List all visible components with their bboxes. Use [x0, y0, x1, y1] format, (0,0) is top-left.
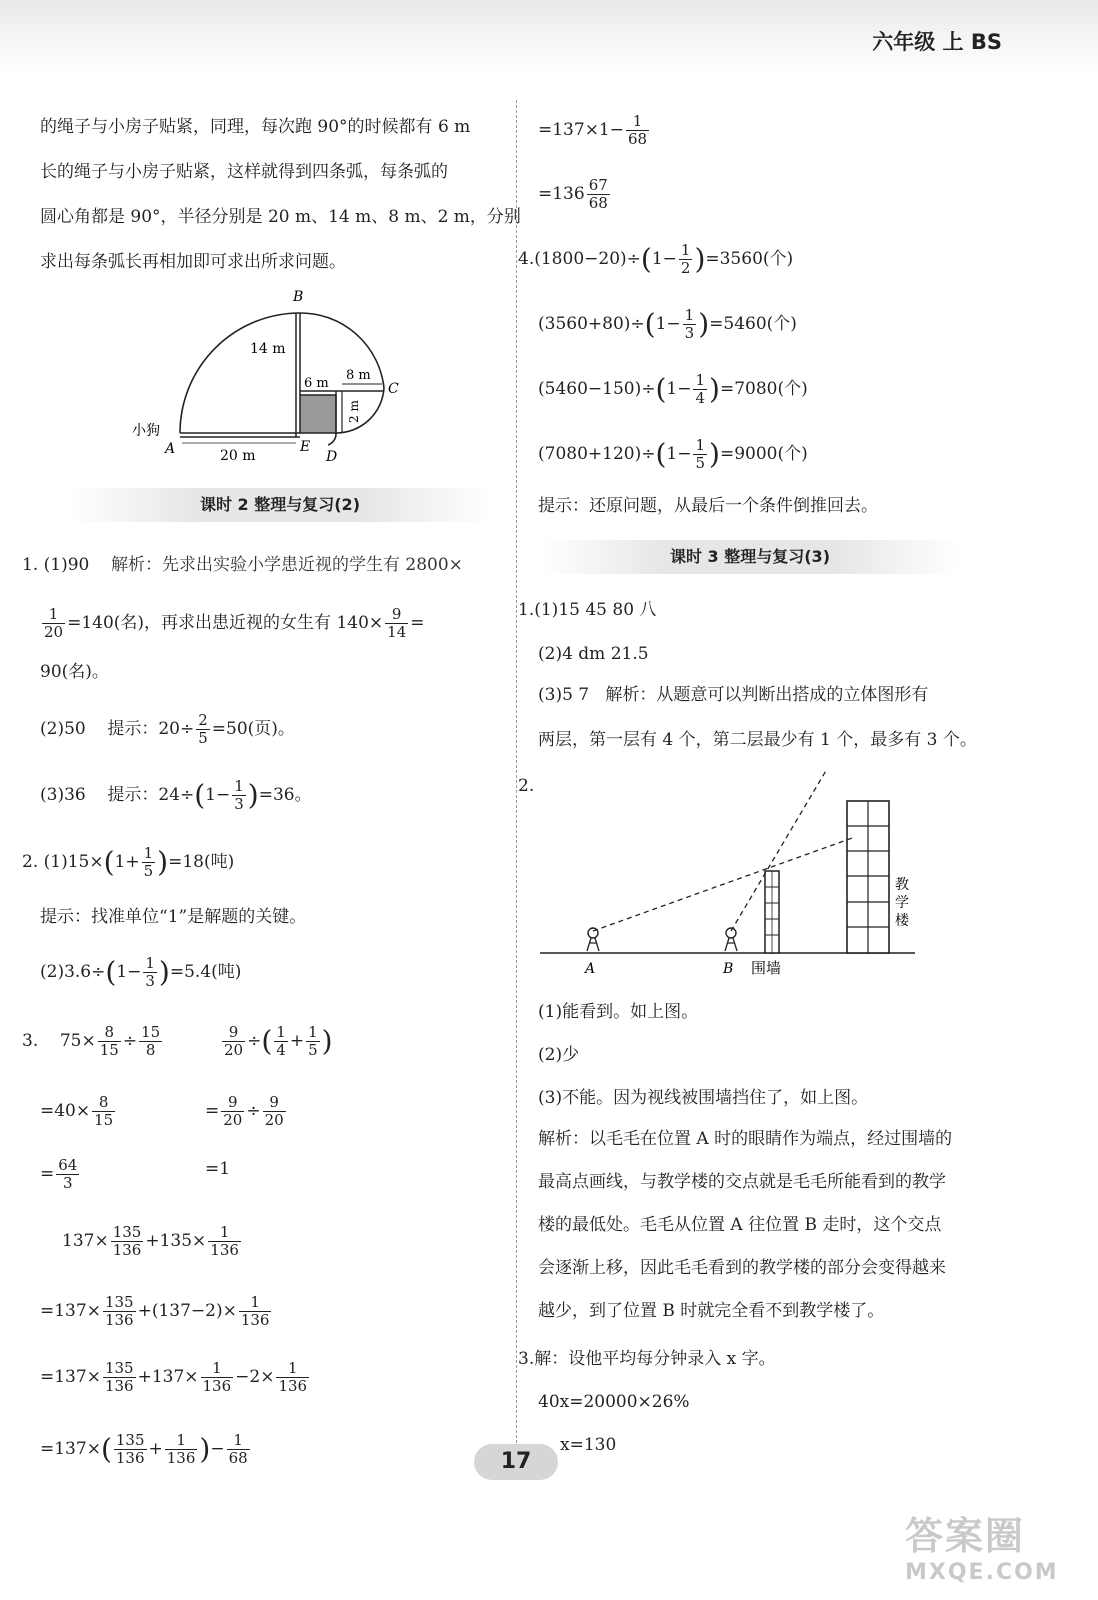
left-q3-line3-right: =1	[205, 1159, 231, 1179]
text: =140(名)，再求出患近视的女生有 140×	[67, 613, 384, 633]
q-number: 1.	[518, 600, 535, 620]
text: +135×	[145, 1231, 207, 1251]
label-building-3: 楼	[895, 913, 909, 929]
fraction: $\frac{1}{4}$	[695, 371, 706, 407]
right-q4-hint: 提示：还原问题，从最后一个条件倒推回去。	[538, 496, 878, 516]
left-q3-line2-left	[40, 1094, 117, 1129]
watermark	[905, 1505, 1085, 1585]
fraction: $\frac{135}{136}$	[104, 1359, 134, 1395]
text: (3560+80)÷	[538, 314, 645, 334]
text: =137×	[40, 1301, 101, 1321]
sight-line-A	[593, 837, 855, 931]
left-q3-m2	[40, 1294, 273, 1329]
text: (1800−20)÷	[534, 249, 641, 269]
text: =137×	[40, 1439, 101, 1459]
hint-text: 提示：20÷	[107, 719, 195, 739]
right-q2-exp-3: 楼的最低处。毛毛从位置 A 往位置 B 走时，这个交点	[538, 1215, 942, 1235]
fraction: $\frac{1}{5}$	[308, 1023, 318, 1059]
q-number: 1.	[22, 555, 39, 575]
fraction: $\frac{1}{5}$	[695, 436, 706, 472]
intro-line-2: 长的绳子与小房子贴紧，这样就得到四条弧，每条弧的	[40, 162, 448, 182]
fraction: $\frac{1}{3}$	[684, 306, 695, 342]
text: (1)15 45 80 八	[534, 600, 657, 620]
text: (1)15×	[43, 852, 104, 872]
text: =50(页)。	[211, 719, 295, 739]
text: (2)3.6÷	[40, 962, 106, 982]
fraction: $\frac{1}{3}$	[145, 954, 155, 990]
text: =18(吨)	[168, 852, 235, 872]
watermark-top: 答案圈	[905, 1514, 1026, 1558]
dim-6m: 6 m	[304, 376, 329, 391]
right-q2-exp-1: 解析：以毛毛在位置 A 时的眼睛作为端点，经过围墙的	[538, 1129, 953, 1149]
fraction: $\frac{1}{136}$	[210, 1223, 239, 1259]
right-q1-a3	[538, 683, 928, 707]
fraction: $\frac{15}{8}$	[141, 1023, 161, 1059]
house-square	[300, 395, 336, 433]
explanation: 解析：先求出实验小学患近视的学生有 2800×	[110, 555, 463, 575]
right-q3-l1	[518, 1347, 776, 1371]
text: +	[289, 1031, 305, 1051]
text: =3560(个)	[705, 249, 794, 269]
text: 137×	[62, 1231, 109, 1251]
fraction: $\frac{64}{3}$	[58, 1156, 78, 1192]
right-q3-l2: 40x=20000×26%	[538, 1392, 690, 1412]
label-dog: 小狗	[132, 423, 160, 439]
hint-text: 提示：24÷	[107, 785, 195, 805]
label-A: A	[585, 961, 596, 977]
left-q3-line1-right: $\frac{9}{20}$ ÷( $\frac{1}{4}$ + $\frac{1}{5}$ )	[224, 1023, 333, 1059]
text: ÷	[122, 1031, 138, 1051]
left-q2-line3: (2)3.6÷(1− $\frac{1}{3}$ )=5.4(吨)	[40, 954, 242, 990]
fraction: $\frac{135}{136}$	[104, 1293, 134, 1329]
fraction: $\frac{67}{68}$	[588, 176, 608, 212]
fraction: $\frac{1}{3}$	[234, 777, 244, 813]
right-q4-l2: (3560+80)÷(1− $\frac{1}{3}$ )=5460(个)	[538, 306, 797, 342]
page-number: 17	[474, 1444, 558, 1480]
right-q2-a1: (1)能看到。如上图。	[538, 1002, 699, 1022]
explanation: 解析：从题意可以判断出搭成的立体图形有	[605, 685, 929, 705]
text: 75×	[59, 1031, 96, 1051]
left-q3-m1	[62, 1224, 243, 1259]
right-q4-l4: (7080+120)÷(1− $\frac{1}{5}$ )=9000(个)	[538, 436, 808, 472]
intro-line-4: 求出每条弧长再相加即可求出所求问题。	[40, 252, 346, 272]
text: =9000(个)	[719, 444, 808, 464]
label-B: B	[293, 289, 304, 305]
text: ÷	[247, 1031, 262, 1051]
text: (5460−150)÷	[538, 379, 656, 399]
text: =36。	[258, 785, 312, 805]
right-q2-exp-2: 最高点画线，与教学楼的交点就是毛毛所能看到的教学	[538, 1172, 946, 1192]
line-of-sight-diagram	[535, 765, 925, 980]
right-q1-a2: (2)4 dm 21.5	[538, 644, 649, 664]
text: 1+	[114, 852, 140, 872]
label-E: E	[300, 439, 311, 455]
fraction: $\frac{1}{136}$	[202, 1359, 232, 1395]
right-q4-l3: (5460−150)÷(1− $\frac{1}{4}$ )=7080(个)	[538, 371, 808, 407]
column-divider	[516, 100, 517, 1478]
label-building-2: 学	[895, 895, 909, 911]
fraction: $\frac{1}{136}$	[240, 1293, 270, 1329]
text: 解：设他平均每分钟录入 x 字。	[534, 1349, 776, 1369]
fraction: $\frac{1}{68}$	[628, 112, 648, 148]
fraction: $\frac{2}{5}$	[198, 711, 208, 747]
right-q4-l1: 4.(1800−20)÷(1− $\frac{1}{2}$ )=3560(个)	[518, 241, 794, 277]
text: 1−	[205, 785, 231, 805]
person-B-head	[726, 928, 736, 938]
text: =136	[538, 184, 585, 204]
left-q3-line3-left	[40, 1157, 81, 1192]
text: ÷	[246, 1101, 261, 1121]
label-building-1: 教	[895, 877, 909, 893]
intro-line-3: 圆心角都是 90°，半径分别是 20 m、14 m、8 m、2 m，分别	[40, 207, 521, 227]
text: =137×	[40, 1367, 101, 1387]
text: 1−	[116, 962, 142, 982]
rope-arc-diagram	[120, 285, 420, 470]
text: −	[210, 1439, 225, 1459]
page-header-title: 六年级 上 BS	[872, 30, 1002, 54]
fraction: $\frac{9}{20}$	[223, 1093, 243, 1129]
left-q1-line4	[40, 712, 295, 747]
answer: (1)90	[43, 555, 90, 575]
text: =5.4(吨)	[169, 962, 242, 982]
text: =	[205, 1101, 220, 1121]
right-q1-a1	[518, 598, 656, 622]
left-q3-line2-right	[205, 1094, 288, 1129]
q-number: 2.	[22, 852, 39, 872]
right-q2-a2: (2)少	[538, 1045, 580, 1065]
fraction: $\frac{1}{5}$	[143, 844, 154, 880]
fraction: $\frac{9}{20}$	[224, 1023, 244, 1059]
text: +(137−2)×	[137, 1301, 237, 1321]
answer: (3)36	[40, 785, 86, 805]
label-C: C	[388, 381, 399, 397]
label-A: A	[165, 441, 176, 457]
text: =40×	[40, 1101, 91, 1121]
left-q1-line3: 90(名)。	[40, 662, 109, 682]
right-cont-1	[538, 113, 651, 148]
fraction: $\frac{1}{4}$	[276, 1023, 286, 1059]
fraction: $\frac{8}{15}$	[94, 1093, 114, 1129]
fraction: $\frac{9}{14}$	[387, 605, 407, 641]
text: +137×	[137, 1367, 199, 1387]
label-B: B	[723, 961, 734, 977]
text: =	[410, 613, 425, 633]
right-q3-l3: x=130	[560, 1435, 617, 1455]
right-cont-2	[538, 177, 612, 212]
dim-2m: 2 m	[347, 400, 361, 423]
text: 1−	[655, 314, 681, 334]
right-q2-exp-5: 越少，到了位置 B 时就完全看不到教学楼了。	[538, 1301, 885, 1321]
arc-2m	[328, 433, 336, 445]
right-q1-a3c: 两层，第一层有 4 个，第二层最少有 1 个，最多有 3 个。	[538, 730, 977, 750]
fraction: $\frac{1}{2}$	[680, 241, 691, 277]
fraction: $\frac{135}{136}$	[112, 1223, 142, 1259]
q-number: 4.	[518, 249, 535, 269]
section-title-2: 课时 2 整理与复习(2)	[70, 488, 490, 522]
text: 1−	[651, 249, 677, 269]
left-q1-line5: (3)36 提示：24÷(1− $\frac{1}{3}$ )=36。	[40, 777, 312, 813]
right-q2-exp-4: 会逐渐上移，因此毛毛看到的教学楼的部分会变得越来	[538, 1258, 946, 1278]
section-title-3: 课时 3 整理与复习(3)	[540, 540, 960, 574]
right-q2-number: 2.	[518, 776, 535, 796]
text: =7080(个)	[719, 379, 808, 399]
fraction: $\frac{8}{15}$	[99, 1023, 119, 1059]
fraction: $\frac{1}{136}$	[166, 1431, 196, 1467]
text: (3)5 7	[538, 685, 590, 705]
label-D: D	[326, 449, 338, 465]
dim-14m: 14 m	[250, 341, 286, 357]
fraction: $\frac{1}{20}$	[44, 605, 64, 641]
text: +	[148, 1439, 163, 1459]
left-q2-hint: 提示：找准单位“1”是解题的关键。	[40, 907, 307, 927]
text: (7080+120)÷	[538, 444, 656, 464]
fraction: $\frac{1}{136}$	[278, 1359, 308, 1395]
text: =	[40, 1164, 55, 1184]
text: 1−	[666, 444, 692, 464]
right-q2-a3: (3)不能。因为视线被围墙挡住了，如上图。	[538, 1088, 869, 1108]
fraction: $\frac{135}{136}$	[115, 1431, 145, 1467]
watermark-bottom: MXQE.COM	[905, 1560, 1059, 1585]
left-q3-m4: =137×( $\frac{135}{136}$ + $\frac{1}{136}$ )− $\frac{1}{68}$	[40, 1431, 248, 1467]
fraction: $\frac{9}{20}$	[264, 1093, 284, 1129]
text: 1−	[666, 379, 692, 399]
text: =5460(个)	[709, 314, 797, 334]
left-q1-line1	[22, 553, 463, 577]
left-q3-line1-left	[22, 1024, 164, 1059]
text: −2×	[235, 1367, 275, 1387]
text: =137×1−	[538, 120, 624, 140]
answer: (2)50	[40, 719, 86, 739]
fraction: $\frac{1}{68}$	[228, 1431, 248, 1467]
intro-line-1: 的绳子与小房子贴紧，同理，每次跑 90°的时候都有 6 m	[40, 117, 471, 137]
q-number: 3.	[22, 1031, 39, 1051]
q-number: 3.	[518, 1349, 535, 1369]
left-q3-m3	[40, 1360, 311, 1395]
left-q1-line2	[40, 606, 425, 641]
left-q2-line1: 2. (1)15×(1+ $\frac{1}{5}$ )=18(吨)	[22, 844, 235, 880]
arc-20m	[180, 313, 300, 433]
dim-20m: 20 m	[220, 448, 256, 464]
label-wall: 围墙	[751, 959, 782, 977]
dim-8m: 8 m	[346, 368, 371, 383]
